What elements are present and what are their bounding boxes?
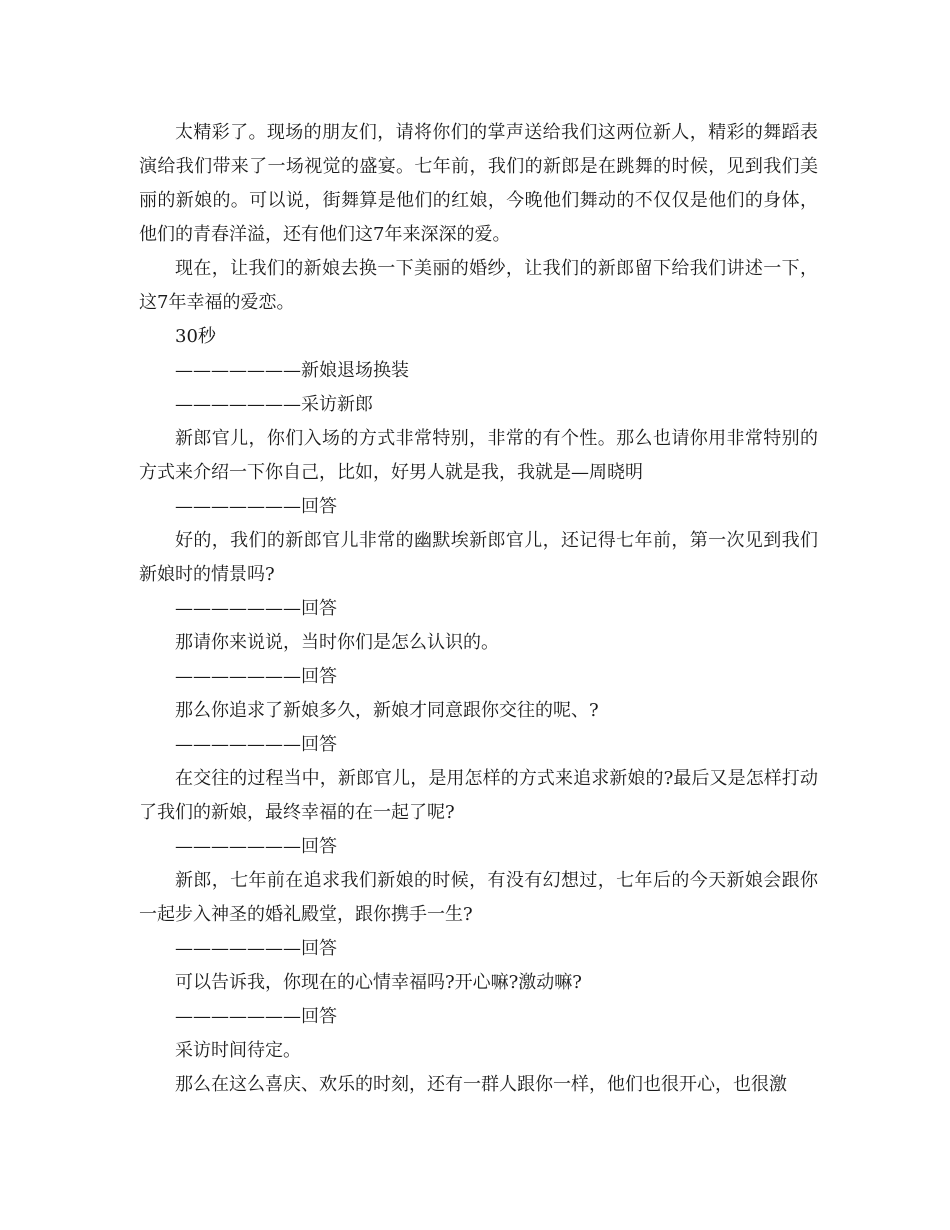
paragraph: 那请你来说说，当时你们是怎么认识的。 bbox=[175, 632, 499, 653]
cue-line: ———————回答 bbox=[175, 496, 337, 517]
paragraph: 那么在这么喜庆、欢乐的时刻，还有一群人跟你一样，他们也很开心，也很激 bbox=[175, 1074, 787, 1095]
cue-line: ———————回答 bbox=[175, 836, 337, 857]
cue-line: ———————回答 bbox=[175, 734, 337, 755]
cue-line: 30秒 bbox=[175, 326, 216, 347]
cue-line: ———————回答 bbox=[175, 598, 337, 619]
cue-line: ———————回答 bbox=[175, 666, 337, 687]
cue-line: ———————采访新郎 bbox=[175, 394, 373, 415]
cue-line: ———————新娘退场换装 bbox=[175, 360, 409, 381]
paragraph: 新郎官儿，你们入场的方式非常特别，非常的有个性。那么也请你用非常特别的方式来介绍一下你自己，比如，好男人就是我，我就是—周晓明 bbox=[139, 428, 818, 483]
paragraph: 那么你追求了新娘多久，新娘才同意跟你交往的呢、? bbox=[175, 700, 599, 721]
paragraph: 现在，让我们的新娘去换一下美丽的婚纱，让我们的新郎留下给我们讲述一下，这7年幸福的爱恋。 bbox=[139, 258, 818, 313]
paragraph: 采访时间待定。 bbox=[175, 1040, 301, 1061]
paragraph: 可以告诉我，你现在的心情幸福吗?开心嘛?激动嘛? bbox=[175, 972, 582, 993]
paragraph: 太精彩了。现场的朋友们，请将你们的掌声送给我们这两位新人，精彩的舞蹈表演给我们带来了一场视觉的盛宴。七年前，我们的新郎是在跳舞的时候，见到我们美丽的新娘的。可以说，街舞算是他们的红娘，今晚他们舞动的不仅仅是他们的身体，他们的青春洋溢，还有他们这7年来深深的爱。 bbox=[139, 122, 818, 245]
cue-line: ———————回答 bbox=[175, 1006, 337, 1027]
cue-line: ———————回答 bbox=[175, 938, 337, 959]
paragraph: 新郎，七年前在追求我们新娘的时候，有没有幻想过，七年后的今天新娘会跟你一起步入神圣的婚礼殿堂，跟你携手一生? bbox=[139, 870, 818, 925]
paragraph: 好的，我们的新郎官儿非常的幽默埃新郎官儿，还记得七年前，第一次见到我们新娘时的情景吗? bbox=[139, 530, 818, 585]
paragraph: 在交往的过程当中，新郎官儿，是用怎样的方式来追求新娘的?最后又是怎样打动了我们的新娘，最终幸福的在一起了呢? bbox=[139, 768, 818, 823]
